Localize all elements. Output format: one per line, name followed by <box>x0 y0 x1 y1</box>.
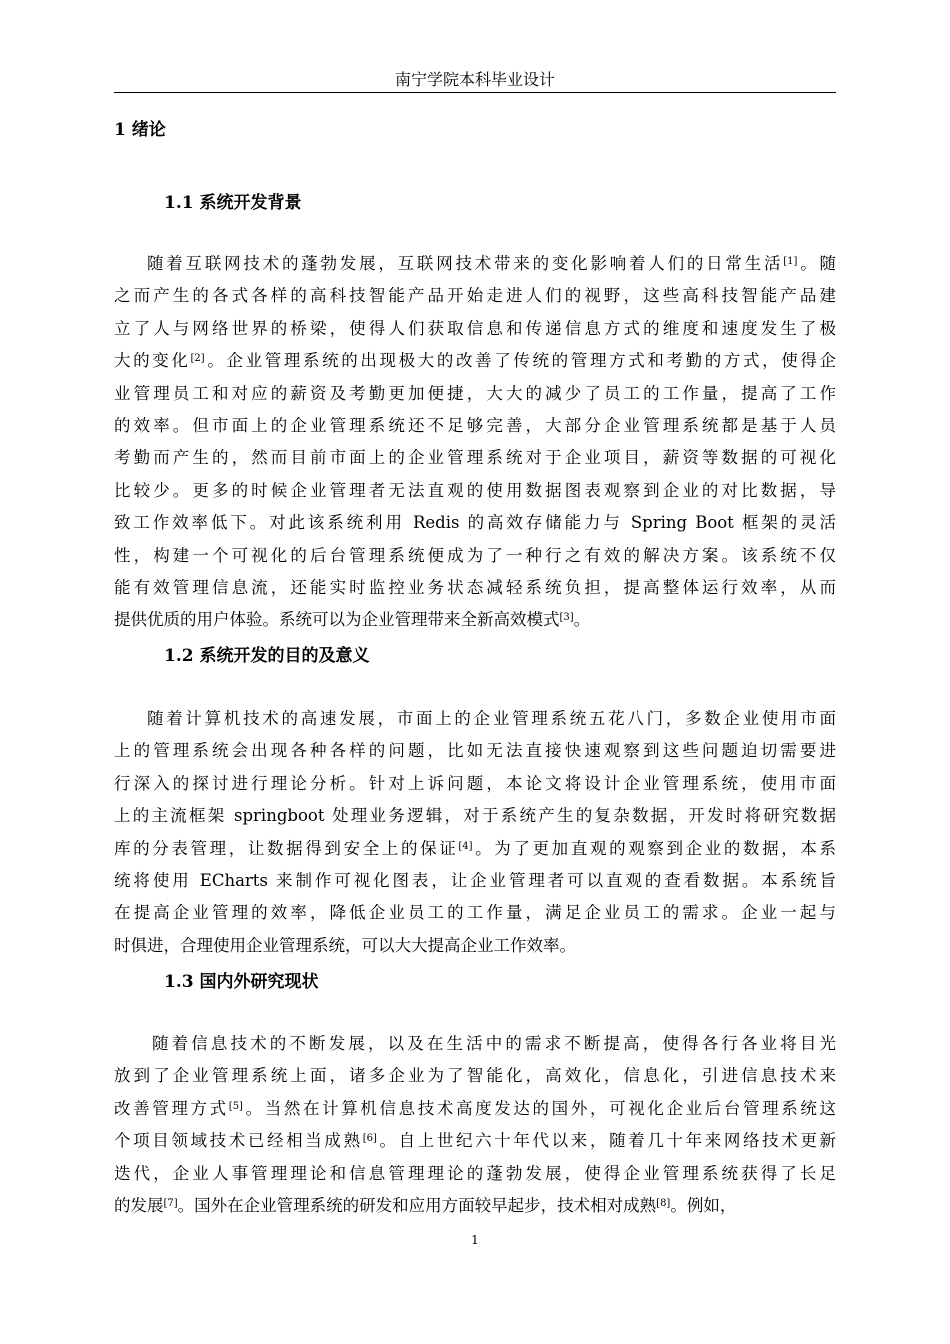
text-run: 之而产生的各式各样的高科技智能产品开始走进人们的视野，这些高科技智能产品建 <box>114 286 836 306</box>
paragraph-line <box>114 1093 836 1125</box>
paragraph-line <box>114 378 836 410</box>
text-run: 。当然在计算机信息技术高度发达的国外，可视化企业后台管理系统这 <box>242 1098 837 1118</box>
paragraph-line <box>114 1125 836 1157</box>
paragraph-1-3 <box>114 1028 836 1222</box>
paragraph-line <box>114 280 836 312</box>
paragraph-1-1 <box>114 248 836 637</box>
paragraph-line <box>114 1060 836 1092</box>
page-header: 南宁学院本科毕业设计 <box>114 68 836 93</box>
text-run: 上的主流框架 springboot 处理业务逻辑，对于系统产生的复杂数据，开发时将研究数据 <box>114 806 836 826</box>
citation-ref: [2] <box>190 353 205 365</box>
section-title-1-3: 1.3 国内外研究现状 <box>164 972 319 992</box>
text-run: 大的变化 <box>114 351 191 371</box>
text-run: 考勤而产生的，然而目前市面上的企业管理系统对于企业项目，薪资等数据的可视化 <box>114 448 836 468</box>
citation-ref: [1] <box>783 256 798 267</box>
text-run: 比较少。更多的时候企业管理者无法直观的使用数据图表观察到企业的对比数据，导 <box>114 480 836 500</box>
chapter-title: 1 绪论 <box>114 120 166 140</box>
text-run: 个项目领域技术已经相当成熟 <box>114 1131 363 1151</box>
text-run: 放到了企业管理系统上面，诸多企业为了智能化，高效化，信息化，引进信息技术来 <box>114 1066 836 1086</box>
paragraph-line <box>114 604 836 636</box>
paragraph-line <box>114 507 836 539</box>
paragraph-line <box>114 572 836 604</box>
text-run: 在提高企业管理的效率，降低企业员工的工作量，满足企业员工的需求。企业一起与 <box>114 903 836 923</box>
text-run: 改善管理方式 <box>114 1098 229 1118</box>
text-run: 统将使用 ECharts 来制作可视化图表，让企业管理者可以直观的查看数据。本系统旨 <box>114 871 836 891</box>
text-run: 行深入的探讨进行理论分析。针对上诉问题，本论文将设计企业管理系统，使用市面 <box>114 773 836 793</box>
text-run: 。为了更加直观的观察到企业的数据，本系 <box>472 838 837 858</box>
citation-ref: [4] <box>458 840 473 852</box>
paragraph-line <box>114 475 836 507</box>
citation-ref: [3] <box>559 612 574 624</box>
citation-ref: [5] <box>228 1100 243 1112</box>
text-run: 。 <box>573 610 591 630</box>
paragraph-line <box>114 768 836 800</box>
citation-ref: [7] <box>163 1198 178 1210</box>
text-run: 性，构建一个可视化的后台管理系统便成为了一种行之有效的解决方案。该系统不仅 <box>114 545 836 565</box>
text-run: 随着计算机技术的高速发展，市面上的企业管理系统五花八门，多数企业使用市面 <box>147 709 836 728</box>
text-run: 随着互联网技术的蓬勃发展，互联网技术带来的变化影响着人们的日常生活 <box>147 254 784 273</box>
paragraph-line <box>114 345 836 377</box>
paragraph-line <box>114 735 836 767</box>
paragraph-line <box>114 833 836 865</box>
paragraph-line <box>114 410 836 442</box>
paragraph-1-2 <box>114 703 836 962</box>
text-run: 致工作效率低下。对此该系统利用 Redis 的高效存储能力与 Spring Boot 框架的灵活 <box>114 513 836 533</box>
section-title-1-1: 1.1 系统开发背景 <box>164 193 302 213</box>
text-run: 的效率。但市面上的企业管理系统还不足够完善，大部分企业管理系统都是基于人员 <box>114 416 836 436</box>
citation-ref: [6] <box>362 1133 377 1145</box>
section-title-1-2: 1.2 系统开发的目的及意义 <box>164 646 370 666</box>
text-run: 。企业管理系统的出现极大的改善了传统的管理方式和考勤的方式，使得企 <box>204 351 837 371</box>
text-run: 迭代，企业人事管理理论和信息管理理论的蓬勃发展，使得企业管理系统获得了长足 <box>114 1163 836 1183</box>
text-run: 的发展 <box>114 1196 164 1216</box>
text-run: 。自上世纪六十年代以来，随着几十年来网络技术更新 <box>376 1131 837 1151</box>
text-run: 时俱进，合理使用企业管理系统，可以大大提高企业工作效率。 <box>114 935 576 955</box>
text-run: 随着信息技术的不断发展，以及在生活中的需求不断提高，使得各行各业将目光 <box>152 1034 836 1053</box>
text-run: 能有效管理信息流，还能实时监控业务状态减轻系统负担，提高整体运行效率，从而 <box>114 578 836 598</box>
paragraph-line <box>114 865 836 897</box>
paragraph-line <box>114 930 836 962</box>
text-run: 立了人与网络世界的桥梁，使得人们获取信息和传递信息方式的维度和速度发生了极 <box>114 318 836 338</box>
paragraph-line <box>114 1158 836 1190</box>
paragraph-line <box>114 800 836 832</box>
text-run: 。随 <box>797 254 837 273</box>
paragraph-line <box>114 313 836 345</box>
text-run: 库的分表管理，让数据得到安全上的保证 <box>114 838 459 858</box>
paragraph-line <box>114 897 836 929</box>
paragraph-line <box>114 1028 836 1060</box>
citation-ref: [8] <box>656 1198 671 1210</box>
paragraph-line <box>114 540 836 572</box>
paragraph-line <box>114 442 836 474</box>
paragraph-line <box>114 703 836 735</box>
text-run: 。例如， <box>670 1196 737 1216</box>
text-run: 。国外在企业管理系统的研发和应用方面较早起步，技术相对成熟 <box>177 1196 657 1216</box>
text-run: 上的管理系统会出现各种各样的问题，比如无法直接快速观察到这些问题迫切需要进 <box>114 741 836 761</box>
paragraph-line <box>114 1190 836 1222</box>
text-run: 业管理员工和对应的薪资及考勤更加便捷，大大的减少了员工的工作量，提高了工作 <box>114 383 836 403</box>
page-number: 1 <box>471 1233 479 1247</box>
text-run: 提供优质的用户体验。系统可以为企业管理带来全新高效模式 <box>114 610 560 630</box>
paragraph-line <box>114 248 836 280</box>
